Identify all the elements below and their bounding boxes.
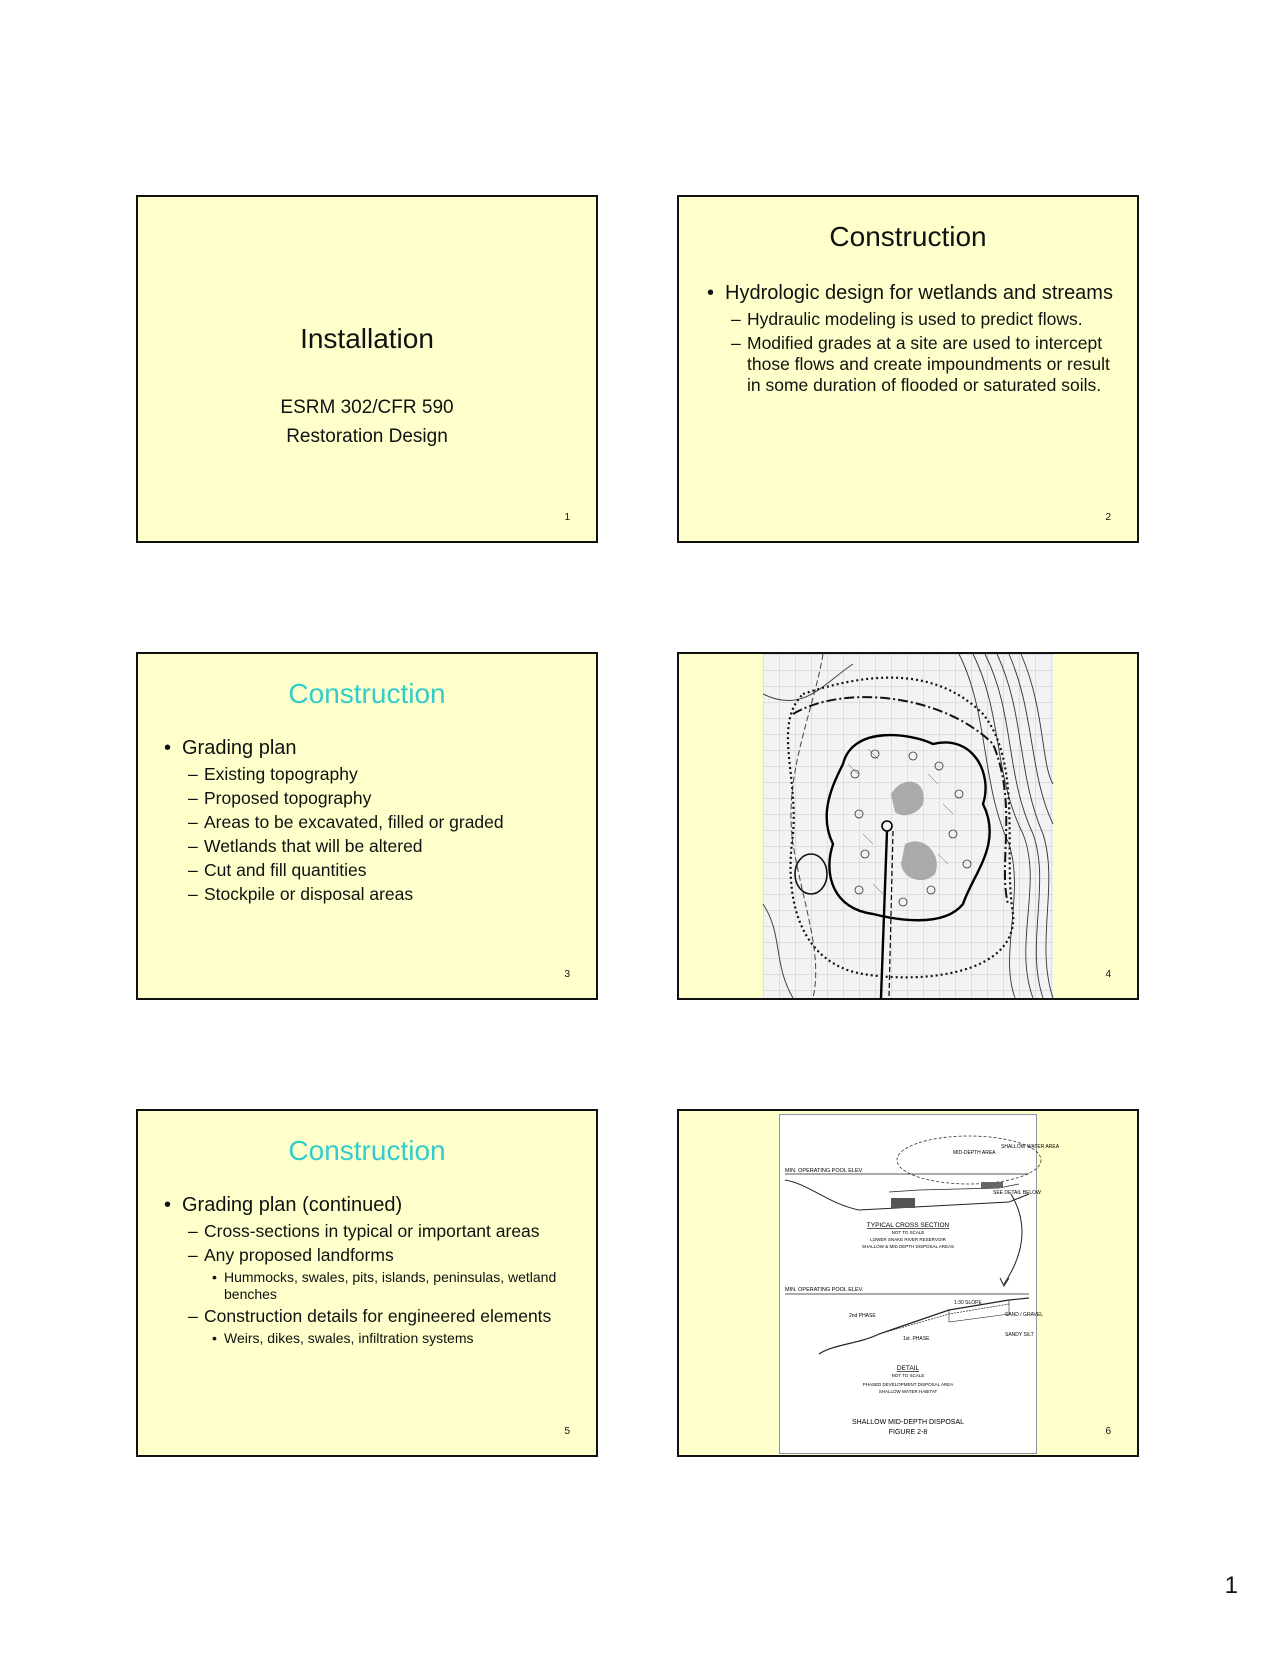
- sub-bullet-item: – Cross-sections in typical or important areas: [188, 1221, 584, 1242]
- page-number: 1: [1224, 1572, 1238, 1599]
- pool-label-bottom: MIN. OPERATING POOL ELEV.: [785, 1287, 864, 1293]
- slide-5: [136, 1109, 598, 1457]
- sand-gravel-label: SAND / GRAVEL: [1005, 1312, 1043, 1318]
- figure-number: FIGURE 2-8: [888, 1429, 928, 1436]
- bullet-list: [164, 736, 584, 905]
- slide-subtitle-course: ESRM 302/CFR 590: [280, 397, 454, 418]
- sandy-silt-label: SANDY SILT: [1005, 1332, 1034, 1338]
- slide-number: 6: [1105, 1426, 1111, 1437]
- mid-depth-label: MID-DEPTH AREA: [953, 1150, 996, 1156]
- slide-4: [677, 652, 1139, 1000]
- detail-habitat: SHALLOW WATER HABITAT: [878, 1389, 938, 1394]
- bullet-list: [707, 281, 1117, 396]
- shallow-label: SHALLOW WATER AREA: [1001, 1144, 1060, 1150]
- sub-bullet-item: – Modified grades at a site are used to intercept those flows and create impoundments or result in some duration of flooded or saturated soils.: [731, 333, 1117, 396]
- phase-2-label: 2nd PHASE: [849, 1313, 876, 1319]
- cross-section-figure: [779, 1114, 1060, 1454]
- bullet-list: [164, 1193, 584, 1347]
- bullet-item: • Grading plan (continued): [164, 1193, 584, 1218]
- slide-title: Construction: [829, 221, 987, 252]
- sub-bullet-item: – Areas to be excavated, filled or graded: [188, 812, 584, 833]
- sub-bullet-item: – Construction details for engineered elements: [188, 1306, 584, 1327]
- section-scale: NOT TO SCALE: [891, 1230, 925, 1235]
- sub-bullet-item: – Any proposed landforms: [188, 1245, 584, 1266]
- sub-bullet-item: – Cut and fill quantities: [188, 860, 584, 881]
- slide-title: Installation: [300, 323, 434, 354]
- slide-2: [677, 195, 1139, 543]
- sub-sub-bullet-item: • Hummocks, swales, pits, islands, peninsulas, wetland benches: [212, 1269, 584, 1303]
- sub-bullet-item: – Hydraulic modeling is used to predict flows.: [731, 309, 1117, 330]
- see-detail-label: SEE DETAIL BELOW: [993, 1190, 1041, 1196]
- section-areas: SHALLOW & MID DEPTH DISPOSAL AREAS: [861, 1244, 955, 1249]
- detail-title: DETAIL: [896, 1365, 920, 1372]
- sub-bullet-item: – Stockpile or disposal areas: [188, 884, 584, 905]
- slide-number: 1: [564, 512, 570, 523]
- slide-title: Construction: [288, 1135, 446, 1166]
- detail-scale: NOT TO SCALE: [891, 1373, 925, 1378]
- slide-number: 3: [564, 969, 570, 980]
- slide-title: Construction: [288, 678, 446, 709]
- slide-6: [677, 1109, 1139, 1457]
- slide-subtitle-topic: Restoration Design: [286, 426, 448, 447]
- figure-caption: SHALLOW MID-DEPTH DISPOSAL: [851, 1419, 965, 1426]
- pool-label-top: MIN. OPERATING POOL ELEV.: [785, 1168, 864, 1174]
- detail-phased: PHASED DEVELOPMENT DISPOSAL AREA: [862, 1382, 954, 1387]
- slide-3: [136, 652, 598, 1000]
- slide-1: [136, 195, 598, 543]
- section-title: TYPICAL CROSS SECTION: [866, 1222, 950, 1229]
- bullet-item: • Grading plan: [164, 736, 584, 761]
- sub-bullet-item: – Existing topography: [188, 764, 584, 785]
- slide-number: 5: [564, 1426, 570, 1437]
- bullet-item: • Hydrologic design for wetlands and streams: [707, 281, 1117, 306]
- slope-label: 1:30 SLOPE: [954, 1300, 982, 1306]
- grading-plan-map: [763, 654, 1053, 998]
- slide-number: 2: [1105, 512, 1111, 523]
- sub-sub-bullet-item: • Weirs, dikes, swales, infiltration systems: [212, 1330, 584, 1347]
- slide-number: 4: [1105, 969, 1111, 980]
- sub-bullet-item: – Proposed topography: [188, 788, 584, 809]
- sub-bullet-item: – Wetlands that will be altered: [188, 836, 584, 857]
- section-reservoir: LOWER SNAKE RIVER RESERVOIR: [870, 1237, 946, 1242]
- phase-1-label: 1st. PHASE: [903, 1336, 930, 1342]
